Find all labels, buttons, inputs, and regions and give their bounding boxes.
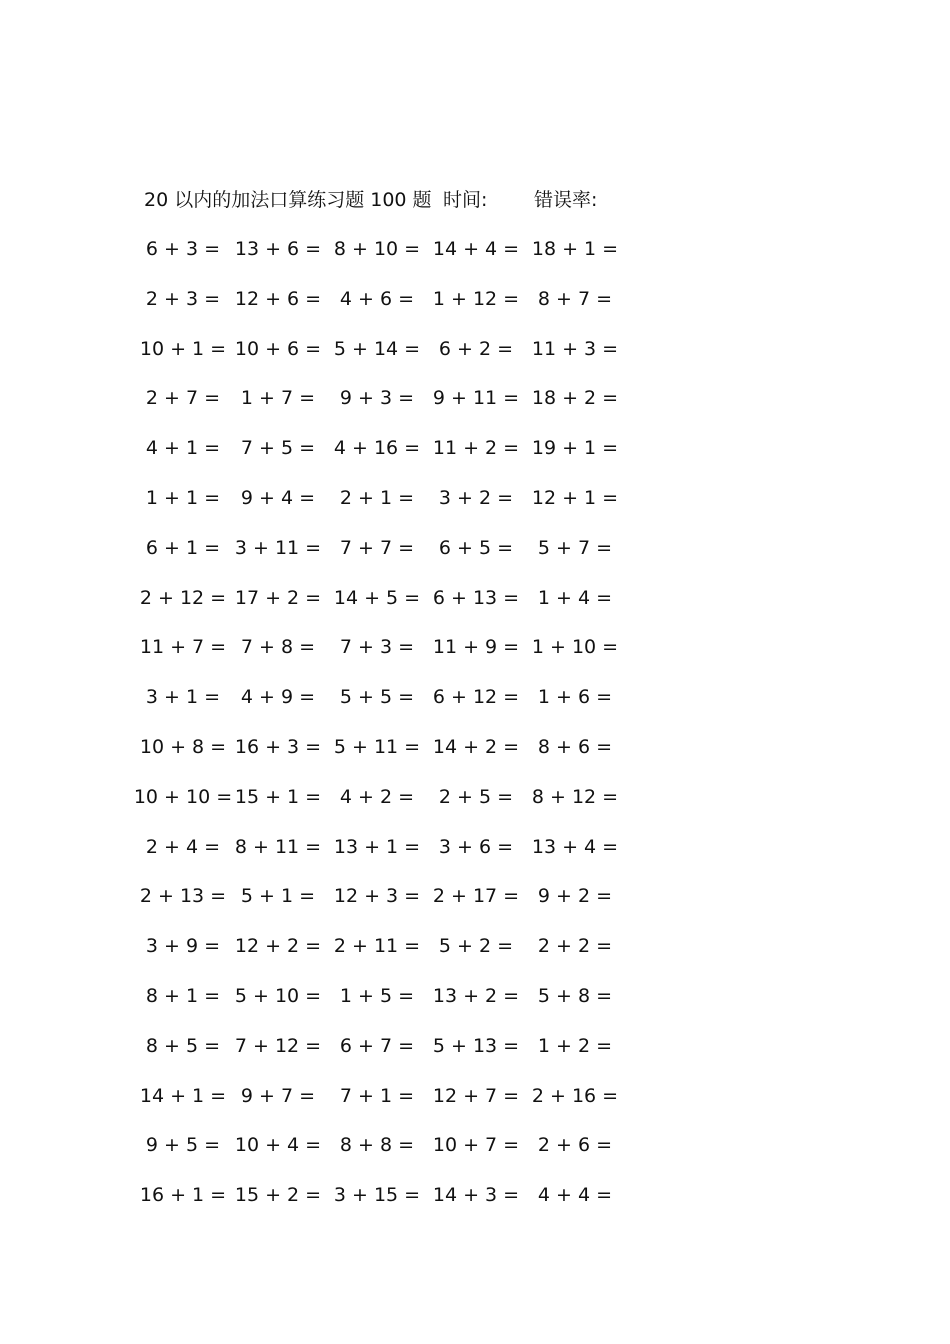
problem-item: 2 + 11 = bbox=[333, 935, 421, 958]
problem-item: 4 + 4 = bbox=[537, 1184, 613, 1207]
problem-item: 7 + 3 = bbox=[339, 636, 415, 659]
problem-row bbox=[0, 881, 950, 931]
problem-item: 1 + 7 = bbox=[240, 387, 316, 410]
problem-item: 12 + 1 = bbox=[531, 486, 619, 509]
error-rate-label: 错误率: bbox=[534, 189, 598, 211]
problem-item: 5 + 1 = bbox=[240, 885, 316, 908]
problem-item: 8 + 5 = bbox=[145, 1034, 221, 1057]
problem-item: 6 + 1 = bbox=[145, 536, 221, 559]
problem-item: 1 + 5 = bbox=[339, 984, 415, 1007]
problem-item: 2 + 2 = bbox=[537, 935, 613, 958]
problem-item: 4 + 16 = bbox=[333, 437, 421, 460]
problem-item: 8 + 1 = bbox=[145, 984, 221, 1007]
problem-item: 5 + 8 = bbox=[537, 984, 613, 1007]
problem-item: 11 + 2 = bbox=[432, 437, 520, 460]
problem-item: 5 + 2 = bbox=[438, 935, 514, 958]
problem-item: 9 + 11 = bbox=[432, 387, 520, 410]
problem-item: 2 + 12 = bbox=[139, 586, 227, 609]
problem-item: 9 + 5 = bbox=[145, 1134, 221, 1157]
time-label: 时间: bbox=[443, 189, 488, 211]
problem-row bbox=[0, 732, 950, 782]
problem-item: 1 + 1 = bbox=[145, 486, 221, 509]
problem-row bbox=[0, 234, 950, 284]
problem-item: 4 + 2 = bbox=[339, 785, 415, 808]
problem-item: 8 + 8 = bbox=[339, 1134, 415, 1157]
problem-row bbox=[0, 583, 950, 633]
problem-item: 3 + 2 = bbox=[438, 486, 514, 509]
problem-row bbox=[0, 1180, 950, 1230]
problem-item: 9 + 7 = bbox=[240, 1084, 316, 1107]
problem-item: 2 + 4 = bbox=[145, 835, 221, 858]
problem-item: 6 + 12 = bbox=[432, 686, 520, 709]
problem-item: 2 + 17 = bbox=[432, 885, 520, 908]
problem-item: 5 + 11 = bbox=[333, 735, 421, 758]
problem-item: 5 + 13 = bbox=[432, 1034, 520, 1057]
problem-row bbox=[0, 383, 950, 433]
problem-item: 9 + 2 = bbox=[537, 885, 613, 908]
problem-item: 2 + 5 = bbox=[438, 785, 514, 808]
problem-item: 14 + 1 = bbox=[139, 1084, 227, 1107]
problem-item: 6 + 7 = bbox=[339, 1034, 415, 1057]
problem-row bbox=[0, 1081, 950, 1131]
problem-item: 10 + 4 = bbox=[234, 1134, 322, 1157]
problem-item: 12 + 7 = bbox=[432, 1084, 520, 1107]
problem-item: 7 + 5 = bbox=[240, 437, 316, 460]
problem-item: 11 + 7 = bbox=[139, 636, 227, 659]
problem-item: 18 + 1 = bbox=[531, 238, 619, 260]
problem-item: 1 + 4 = bbox=[537, 586, 613, 609]
problem-item: 8 + 12 = bbox=[531, 785, 619, 808]
problem-item: 6 + 5 = bbox=[438, 536, 514, 559]
problem-item: 11 + 3 = bbox=[531, 337, 619, 360]
problem-item: 6 + 3 = bbox=[145, 238, 221, 260]
problem-item: 2 + 6 = bbox=[537, 1134, 613, 1157]
problem-row bbox=[0, 682, 950, 732]
problem-row bbox=[0, 981, 950, 1031]
problem-item: 8 + 6 = bbox=[537, 735, 613, 758]
problem-item: 17 + 2 = bbox=[234, 586, 322, 609]
problem-item: 10 + 8 = bbox=[139, 735, 227, 758]
problem-item: 3 + 1 = bbox=[145, 686, 221, 709]
problem-item: 12 + 3 = bbox=[333, 885, 421, 908]
problem-item: 10 + 10 = bbox=[133, 785, 233, 808]
problem-item: 4 + 9 = bbox=[240, 686, 316, 709]
problem-item: 1 + 6 = bbox=[537, 686, 613, 709]
problem-item: 19 + 1 = bbox=[531, 437, 619, 460]
problem-item: 5 + 5 = bbox=[339, 686, 415, 709]
problem-item: 4 + 6 = bbox=[339, 287, 415, 310]
problem-grid bbox=[0, 234, 950, 1230]
problem-item: 7 + 8 = bbox=[240, 636, 316, 659]
problem-row bbox=[0, 782, 950, 832]
problem-item: 3 + 15 = bbox=[333, 1184, 421, 1207]
problem-item: 13 + 1 = bbox=[333, 835, 421, 858]
problem-item: 6 + 13 = bbox=[432, 586, 520, 609]
problem-item: 16 + 1 = bbox=[139, 1184, 227, 1207]
problem-item: 13 + 2 = bbox=[432, 984, 520, 1007]
problem-item: 8 + 10 = bbox=[333, 238, 421, 260]
problem-item: 9 + 4 = bbox=[240, 486, 316, 509]
problem-item: 3 + 11 = bbox=[234, 536, 322, 559]
problem-item: 14 + 2 = bbox=[432, 735, 520, 758]
problem-row bbox=[0, 483, 950, 533]
problem-item: 13 + 4 = bbox=[531, 835, 619, 858]
problem-item: 2 + 3 = bbox=[145, 287, 221, 310]
problem-item: 13 + 6 = bbox=[234, 238, 322, 260]
problem-item: 12 + 2 = bbox=[234, 935, 322, 958]
problem-row bbox=[0, 533, 950, 583]
problem-item: 14 + 4 = bbox=[432, 238, 520, 260]
problem-item: 10 + 6 = bbox=[234, 337, 322, 360]
problem-item: 8 + 7 = bbox=[537, 287, 613, 310]
problem-item: 7 + 1 = bbox=[339, 1084, 415, 1107]
problem-row bbox=[0, 1130, 950, 1180]
problem-item: 14 + 5 = bbox=[333, 586, 421, 609]
problem-item: 10 + 7 = bbox=[432, 1134, 520, 1157]
problem-item: 15 + 1 = bbox=[234, 785, 322, 808]
problem-item: 2 + 13 = bbox=[139, 885, 227, 908]
problem-item: 5 + 7 = bbox=[537, 536, 613, 559]
problem-row bbox=[0, 284, 950, 334]
problem-item: 8 + 11 = bbox=[234, 835, 322, 858]
problem-item: 2 + 16 = bbox=[531, 1084, 619, 1107]
problem-item: 5 + 14 = bbox=[333, 337, 421, 360]
problem-item: 11 + 9 = bbox=[432, 636, 520, 659]
problem-item: 3 + 9 = bbox=[145, 935, 221, 958]
problem-item: 2 + 1 = bbox=[339, 486, 415, 509]
worksheet-title: 20 以内的加法口算练习题 100 题 bbox=[144, 189, 432, 211]
problem-item: 16 + 3 = bbox=[234, 735, 322, 758]
problem-row bbox=[0, 433, 950, 483]
problem-item: 7 + 12 = bbox=[234, 1034, 322, 1057]
problem-item: 4 + 1 = bbox=[145, 437, 221, 460]
problem-item: 9 + 3 = bbox=[339, 387, 415, 410]
problem-item: 5 + 10 = bbox=[234, 984, 322, 1007]
problem-item: 6 + 2 = bbox=[438, 337, 514, 360]
problem-row bbox=[0, 1031, 950, 1081]
problem-item: 1 + 10 = bbox=[531, 636, 619, 659]
problem-item: 18 + 2 = bbox=[531, 387, 619, 410]
problem-row bbox=[0, 931, 950, 981]
problem-item: 12 + 6 = bbox=[234, 287, 322, 310]
problem-item: 2 + 7 = bbox=[145, 387, 221, 410]
problem-item: 7 + 7 = bbox=[339, 536, 415, 559]
problem-row bbox=[0, 334, 950, 384]
problem-item: 1 + 2 = bbox=[537, 1034, 613, 1057]
problem-item: 15 + 2 = bbox=[234, 1184, 322, 1207]
problem-item: 1 + 12 = bbox=[432, 287, 520, 310]
problem-item: 3 + 6 = bbox=[438, 835, 514, 858]
problem-row bbox=[0, 832, 950, 882]
problem-item: 10 + 1 = bbox=[139, 337, 227, 360]
problem-row bbox=[0, 632, 950, 682]
problem-item: 14 + 3 = bbox=[432, 1184, 520, 1207]
